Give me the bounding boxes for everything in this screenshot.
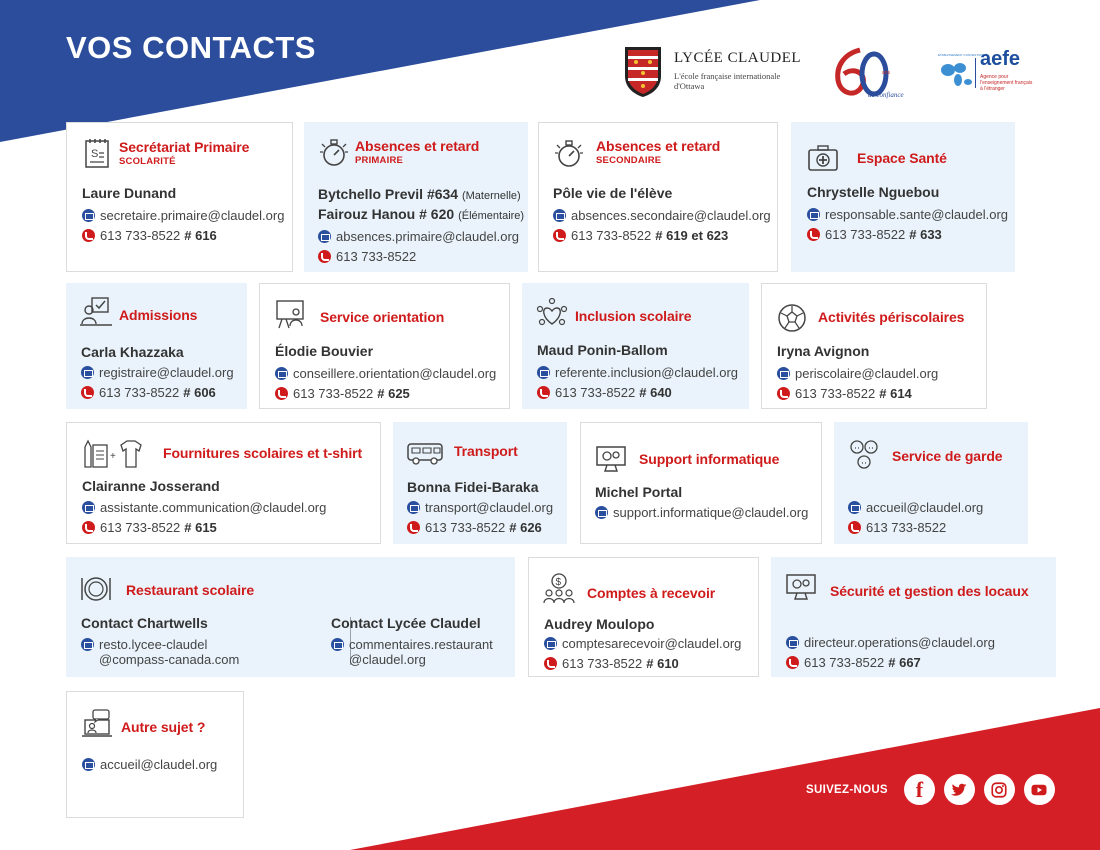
svg-text:+: + [110, 451, 116, 462]
email-text[interactable]: commentaires.restaurant [349, 637, 493, 652]
inclusion-icon [536, 297, 568, 329]
presentation-icon [274, 298, 306, 330]
email-text[interactable]: support.informatique@claudel.org [613, 505, 809, 520]
document-icon [81, 137, 113, 169]
contact-name: Carla Khazzaka [81, 344, 184, 360]
card-title: Service orientation [320, 309, 445, 325]
email-icon [537, 366, 550, 379]
phone-extension: # 606 [183, 385, 216, 400]
phone-icon [777, 387, 790, 400]
card-absences-primaire [304, 122, 528, 272]
phone-text[interactable]: 613 733-8522 [562, 656, 643, 671]
first-aid-kit-icon [807, 142, 839, 174]
email-line[interactable] [331, 637, 493, 652]
page-title: VOS CONTACTS [66, 30, 316, 65]
contact-name: Pôle vie de l'élève [553, 185, 673, 201]
contact-name: Chrystelle Nguebou [807, 184, 940, 200]
card-title: Fournitures scolaires et t-shirt [163, 445, 363, 461]
card-title: Sécurité et gestion des locaux [830, 583, 1029, 599]
phone-icon [275, 387, 288, 400]
aefe-name: aefe [980, 48, 1021, 70]
card-title: Activités périscolaires [818, 309, 965, 325]
card-subtitle: PRIMAIRE [355, 155, 404, 166]
email-text[interactable]: periscolaire@claudel.org [795, 366, 939, 381]
card-service-orientation [259, 283, 510, 409]
phone-icon [537, 386, 550, 399]
phone-extension: # 615 [184, 520, 217, 535]
email-text-continued[interactable]: @claudel.org [349, 652, 426, 667]
card-subtitle: SECONDAIRE [596, 155, 662, 166]
contact-name: Clairanne Josserand [82, 478, 220, 494]
phone-icon [848, 521, 861, 534]
card-support-informatique [580, 422, 822, 544]
phone-icon [82, 229, 95, 242]
social-label: SUIVEZ-NOUS [806, 783, 888, 796]
plate-icon [80, 573, 112, 605]
email-line[interactable] [807, 207, 1008, 222]
email-line[interactable] [848, 500, 983, 515]
contact-name: Iryna Avignon [777, 343, 870, 359]
email-line[interactable] [407, 500, 553, 515]
card-title: Autre sujet ? [121, 719, 206, 735]
contact-name: Laure Dunand [82, 185, 177, 201]
email-line[interactable] [275, 366, 496, 381]
children-icon [848, 438, 880, 470]
card-secretariat-primaire [66, 122, 293, 272]
admissions-icon [80, 296, 112, 328]
card-title: Absences et retard [355, 138, 480, 154]
world-map-icon [936, 48, 988, 92]
card-autre-sujet [66, 691, 244, 818]
card-comptes-a-recevoir [528, 557, 759, 677]
email-icon [318, 230, 331, 243]
card-service-de-garde [834, 422, 1028, 544]
sixty-tagline: de confiance [868, 91, 904, 99]
phone-icon [407, 521, 420, 534]
stopwatch-icon [318, 136, 350, 168]
phone-extension: # 626 [509, 520, 542, 535]
aefe-logo [936, 48, 1036, 100]
phone-text[interactable]: 613 733-8522 [293, 386, 374, 401]
email-text[interactable]: directeur.operations@claudel.org [804, 635, 995, 650]
phone-line[interactable] [807, 227, 942, 242]
phone-text[interactable]: 613 733-8522 [336, 249, 417, 264]
email-line[interactable] [81, 637, 207, 652]
contact-name: Bonna Fidei-Baraka [407, 479, 539, 495]
contact-name: Michel Portal [595, 484, 683, 500]
card-admissions [66, 283, 247, 409]
chat-laptop-icon [81, 708, 113, 740]
phone-extension: # 616 [184, 228, 217, 243]
email-line[interactable] [82, 757, 217, 772]
phone-line[interactable] [537, 385, 672, 400]
phone-text[interactable]: 613 733-8522 [571, 228, 652, 243]
sixty-anniversary-icon [830, 44, 902, 100]
email-icon [807, 208, 820, 221]
phone-icon [553, 229, 566, 242]
email-text[interactable]: assistante.communication@claudel.org [100, 500, 327, 515]
contact-name: Bytchello Previl #634 (Maternelle) [318, 186, 521, 202]
card-title: Inclusion scolaire [575, 308, 692, 324]
email-icon [786, 636, 799, 649]
facebook-letter: f [915, 776, 924, 802]
phone-icon [786, 656, 799, 669]
phone-line[interactable] [786, 655, 921, 670]
contact-name: Fairouz Hanou # 620 (Élémentaire) [318, 206, 525, 222]
phone-icon [82, 521, 95, 534]
email-icon [777, 367, 790, 380]
email-icon [275, 367, 288, 380]
card-title: Espace Santé [857, 150, 947, 166]
soccer-ball-icon [776, 302, 808, 334]
card-inclusion-scolaire [522, 283, 749, 409]
phone-line[interactable] [82, 228, 217, 243]
contact-name: Maud Ponin-Ballom [537, 342, 668, 358]
email-line[interactable] [777, 366, 938, 381]
extension: # 620 [419, 206, 455, 222]
contact-name: Contact Chartwells [81, 615, 208, 631]
sixty-years-logo [830, 44, 902, 100]
extension: #634 [426, 186, 459, 202]
svg-text:$: $ [555, 577, 562, 588]
security-icon [785, 571, 817, 603]
email-icon [544, 637, 557, 650]
email-text[interactable]: secretaire.primaire@claudel.org [100, 208, 285, 223]
email-line[interactable] [786, 635, 995, 650]
card-securite-locaux [771, 557, 1056, 677]
card-title: Comptes à recevoir [587, 585, 716, 601]
email-icon [848, 501, 861, 514]
phone-text[interactable]: 613 733-8522 [825, 227, 906, 242]
email-text[interactable]: registraire@claudel.org [99, 365, 234, 380]
phone-icon [544, 657, 557, 670]
phone-text[interactable]: 613 733-8522 [804, 655, 885, 670]
instagram-icon[interactable] [984, 774, 1015, 805]
email-line[interactable] [82, 208, 284, 223]
phone-extension: # 640 [639, 385, 672, 400]
sixty-ans-text: ans [882, 70, 891, 76]
phone-line[interactable] [407, 520, 542, 535]
phone-extension: # 625 [377, 386, 410, 401]
lycee-name: LYCÉE CLAUDEL [674, 50, 802, 66]
phone-text[interactable]: 613 733-8522 [99, 385, 180, 400]
phone-text[interactable]: 613 733-8522 [100, 228, 181, 243]
card-title: Support informatique [639, 451, 780, 467]
contact-name: Contact Lycée Claudel [331, 615, 481, 631]
email-line[interactable] [595, 505, 808, 520]
contact-name: Élodie Bouvier [275, 343, 374, 359]
phone-icon [81, 386, 94, 399]
aefe-small-text: ÉTABLISSEMENT CONVENTIONNÉ [938, 53, 988, 57]
bus-icon [406, 436, 444, 468]
youtube-icon[interactable] [1024, 774, 1055, 805]
email-icon [81, 638, 94, 651]
phone-text[interactable]: 613 733-8522 [555, 385, 636, 400]
shield-icon [624, 46, 662, 98]
phone-line[interactable] [275, 386, 410, 401]
email-text[interactable]: transport@claudel.org [425, 500, 554, 515]
card-transport [393, 422, 567, 544]
aefe-tagline: Agence pour l'enseignement français à l'étranger [980, 74, 1033, 92]
facebook-icon[interactable] [904, 774, 935, 805]
card-activites-periscolaires [761, 283, 987, 409]
email-text[interactable]: accueil@claudel.org [866, 500, 984, 515]
phone-line[interactable] [82, 520, 217, 535]
email-text[interactable]: conseillere.orientation@claudel.org [293, 366, 497, 381]
card-title: Admissions [119, 307, 198, 323]
email-text[interactable]: responsable.sante@claudel.org [825, 207, 1009, 222]
email-icon [82, 209, 95, 222]
contact-name: Audrey Moulopo [544, 616, 655, 632]
lycee-claudel-logo[interactable] [620, 44, 810, 100]
email-text[interactable]: referente.inclusion@claudel.org [555, 365, 739, 380]
lycee-subtitle: L'école française internationale d'Ottawa [674, 71, 781, 91]
phone-extension: # 610 [646, 656, 679, 671]
email-icon [331, 638, 344, 651]
phone-line[interactable] [848, 520, 946, 535]
phone-text[interactable]: 613 733-8522 [425, 520, 506, 535]
email-line[interactable] [82, 500, 326, 515]
phone-line[interactable] [81, 385, 216, 400]
email-icon [82, 758, 95, 771]
card-title: Service de garde [892, 448, 1003, 464]
email-line[interactable] [553, 208, 771, 223]
phone-text[interactable]: 613 733-8522 [866, 520, 947, 535]
card-title: Transport [454, 443, 518, 459]
card-absences-secondaire [538, 122, 778, 272]
note: (Maternelle) [461, 190, 521, 202]
supplies-tshirt-icon [81, 437, 153, 469]
phone-line[interactable] [553, 228, 728, 243]
email-icon [553, 209, 566, 222]
email-text-continued[interactable]: @compass-canada.com [99, 652, 240, 667]
phone-icon [318, 250, 331, 263]
email-text[interactable]: absences.primaire@claudel.org [336, 229, 520, 244]
phone-extension: # 667 [888, 655, 921, 670]
phone-extension: # 619 et 623 [655, 228, 729, 243]
phone-extension: # 614 [879, 386, 912, 401]
phone-line[interactable] [318, 249, 416, 264]
email-text[interactable]: comptesarecevoir@claudel.org [562, 636, 742, 651]
email-icon [407, 501, 420, 514]
email-text[interactable]: accueil@claudel.org [100, 757, 218, 772]
note: (Élémentaire) [458, 210, 525, 222]
card-espace-sante [791, 122, 1015, 272]
card-subtitle: SCOLARITÉ [119, 156, 176, 167]
email-icon [81, 366, 94, 379]
twitter-icon[interactable] [944, 774, 975, 805]
card-title: Secrétariat Primaire [119, 139, 250, 155]
accounts-icon [543, 572, 575, 604]
card-title: Absences et retard [596, 138, 721, 154]
svg-text:S: S [91, 148, 99, 160]
card-title: Restaurant scolaire [126, 582, 255, 598]
phone-text[interactable]: 613 733-8522 [100, 520, 181, 535]
email-icon [595, 506, 608, 519]
email-line[interactable] [544, 636, 741, 651]
phone-icon [807, 228, 820, 241]
email-line[interactable] [81, 365, 234, 380]
phone-line[interactable] [777, 386, 912, 401]
computer-support-icon [595, 443, 627, 475]
email-line[interactable] [537, 365, 738, 380]
card-restaurant-scolaire [66, 557, 515, 677]
stopwatch-icon [553, 137, 585, 169]
email-text[interactable]: absences.secondaire@claudel.org [571, 208, 771, 223]
card-fournitures [66, 422, 381, 544]
phone-line[interactable] [544, 656, 679, 671]
phone-text[interactable]: 613 733-8522 [795, 386, 876, 401]
social-bar [806, 774, 1064, 805]
email-text[interactable]: resto.lycee-claudel [99, 637, 208, 652]
phone-extension: # 633 [909, 227, 942, 242]
email-line[interactable] [318, 229, 519, 244]
email-icon [82, 501, 95, 514]
